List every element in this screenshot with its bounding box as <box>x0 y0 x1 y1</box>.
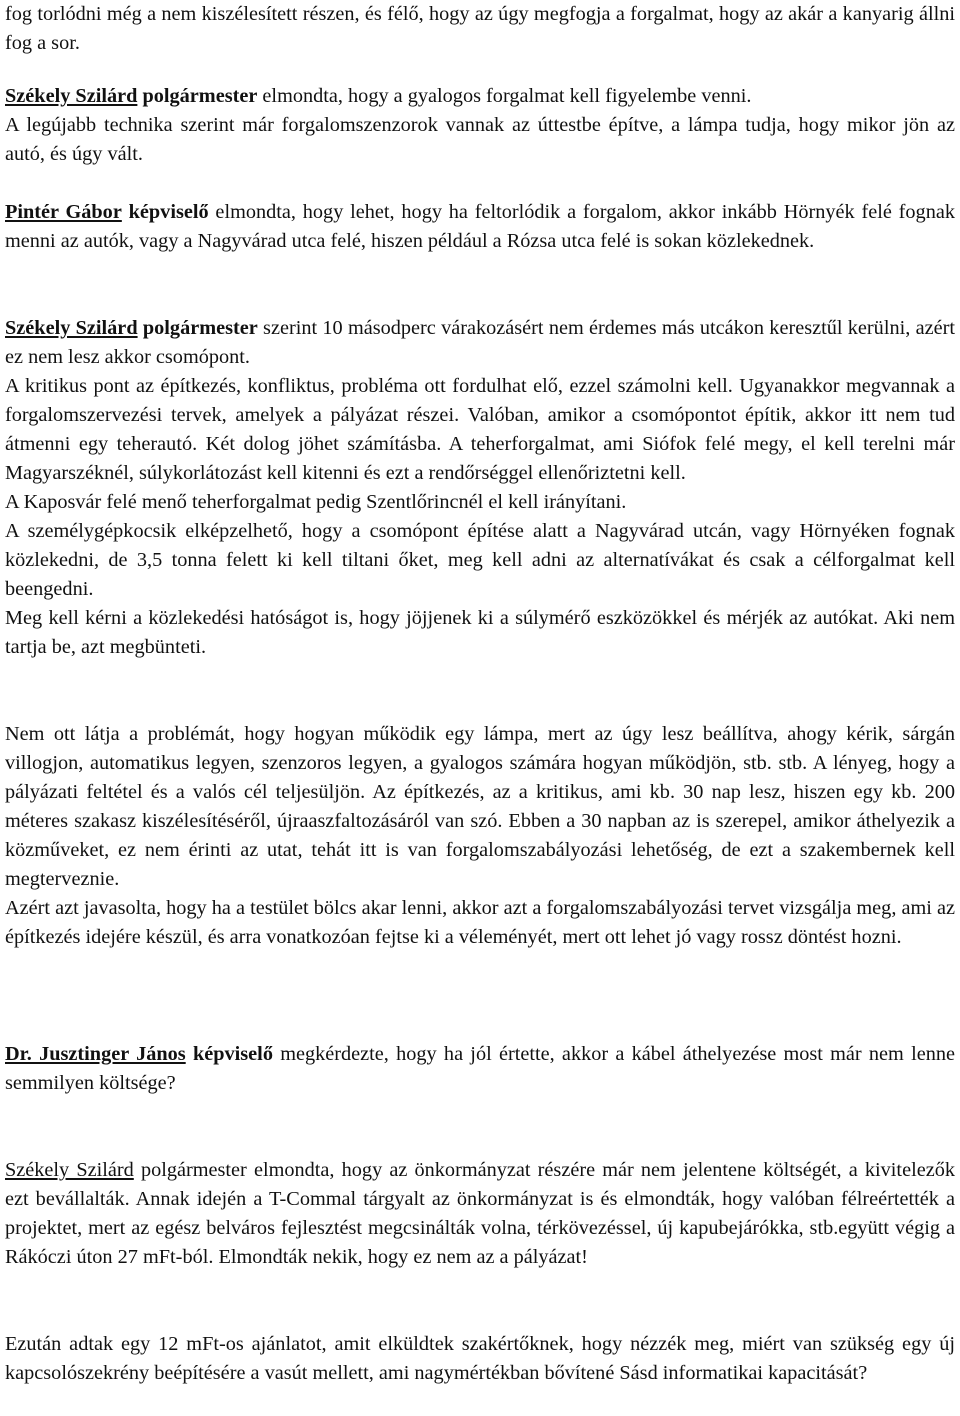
paragraph-5 <box>5 720 955 952</box>
speaker-name: Székely Szilárd <box>5 1159 134 1181</box>
paragraph-8 <box>5 1330 955 1388</box>
paragraph-text: szerint 10 másodperc várakozásért nem érdemes más utcákon keresztűl kerülni, azért ez nem lesz akkor csomópont. <box>5 317 955 368</box>
paragraph-line <box>5 314 955 372</box>
paragraph-line: Meg kell kérni a közlekedési hatóságot is, hogy jöjjenek ki a súlymérő eszközökkel és mérjék az autókat. Aki nem tartja be, azt megbünteti. <box>5 607 955 658</box>
paragraph-text: megkérdezte, hogy ha jól értette, akkor a kábel áthelyezése most már nem lenne semmilyen költsége? <box>5 1043 955 1094</box>
paragraph-line: A Kaposvár felé menő teherforgalmat pedig Szentlőrincnél el kell irányítani. <box>5 491 627 513</box>
speaker-name: Dr. Jusztinger János <box>5 1043 186 1065</box>
paragraph-3 <box>5 198 955 256</box>
speaker-role: képviselő <box>128 201 209 223</box>
paragraph-line: A legújabb technika szerint már forgalomszenzorok vannak az úttestbe építve, a lámpa tudja, hogy mikor jön az autó, és úgy vált. <box>5 114 955 165</box>
paragraph-text: Ezután adtak egy 12 mFt-os ajánlatot, amit elküldtek szakértőknek, hogy nézzék meg, miért van szükség egy új kapcsolószekrény beépítésére a vasút mellett, ami nagymértékban bővítené Sásd informatikai kapacitását? <box>5 1333 955 1384</box>
paragraph-line: A személygépkocsik elképzelhető, hogy a csomópont építése alatt a Nagyvárad utcán, vagy Hörnyéken fognak közlekedni, de 3,5 tonna felett ki kell tiltani őket, meg kell adni az alternatívákat és csak a célforgalmat kell beengedni. <box>5 520 955 600</box>
paragraph-text: elmondta, hogy a gyalogos forgalmat kell figyelembe venni. <box>257 85 752 107</box>
speaker-role: polgármester <box>142 85 258 107</box>
paragraph-line: A kritikus pont az építkezés, konfliktus, probléma ott fordulhat elő, ezzel számolni kell. Ugyanakkor megvannak a forgalomszervezési tervek, amelyek a pályázat részei. Valóban, amikor a csomópontot építik, akkor itt nem tud átmenni egy teherautó. Két dolog jöhet számításba. A teherforgalmat, ami Siófok felé megy, el kell terelni már Magyarszéknél, súlykorlátozást kell kitenni és ezt a rendőrséggel ellenőriztetni kell. <box>5 375 955 484</box>
paragraph-line: Nem ott látja a problémát, hogy hogyan működik egy lámpa, mert az úgy lesz beállítva, ahogy kérik, sárgán villogjon, automatikus legyen, szenzoros legyen, a gyalogos számára hogyan működjön, stb. stb. A lényeg, hogy a pályázati feltétel és a valós cél teljesüljön. Az építkezés, az a kritikus, ami kb. 30 nap lesz, hiszen egy kb. 200 méteres szakasz kiszélesítéséről, újraaszfaltozásáról van szó. Ebben a 30 napban az is szerepel, amikor áthelyezik a közműveket, ez nem érinti az utat, tehát itt is van forgalomszabályozási lehetőség, de ezt a szakembernek kell megterveznie. <box>5 723 955 890</box>
speaker-role: polgármester <box>142 317 258 339</box>
speaker-name: Pintér Gábor <box>5 201 122 223</box>
speaker-name: Székely Szilárd <box>5 317 138 339</box>
paragraph-6 <box>5 1040 955 1098</box>
paragraph-text: fog torlódni még a nem kiszélesített részen, és félő, hogy az úgy megfogja a forgalmat, hogy az akár a kanyarig állni fog a sor. <box>5 3 955 54</box>
speaker-name: Székely Szilárd <box>5 85 138 107</box>
paragraph-line: Azért azt javasolta, hogy ha a testület bölcs akar lenni, akkor azt a forgalomszabályozási tervet vizsgálja meg, ami az építkezés idejére készül, és arra vonatkozóan fejtse ki a véleményét, mert ott lehet jó vagy rossz döntést hozni. <box>5 897 955 948</box>
paragraph-7 <box>5 1156 955 1272</box>
paragraph-1 <box>5 0 955 58</box>
paragraph-2 <box>5 82 955 169</box>
paragraph-text: polgármester elmondta, hogy az önkormányzat részére már nem jelentene költségét, a kivitelezők ezt bevállalták. Annak idején a T-Commal tárgyalt az önkormányzat is és elmondták, hogy valóban félreértették a projektet, mert az egész belváros fejlesztést megcsinálták volna, térkövezéssel, új kapubejárókka, stb.együtt végig a Rákóczi úton 27 mFt-ból. Elmondták nekik, hogy ez nem az a pályázat! <box>5 1159 955 1268</box>
speaker-role: képviselő <box>192 1043 273 1065</box>
paragraph-line <box>5 82 955 111</box>
paragraph-text: elmondta, hogy lehet, hogy ha feltorlódik a forgalom, akkor inkább Hörnyék felé fognak menni az autók, vagy a Nagyvárad utca felé, hiszen például a Rózsa utca felé is sokan közlekednek. <box>5 201 955 252</box>
paragraph-4 <box>5 314 955 662</box>
